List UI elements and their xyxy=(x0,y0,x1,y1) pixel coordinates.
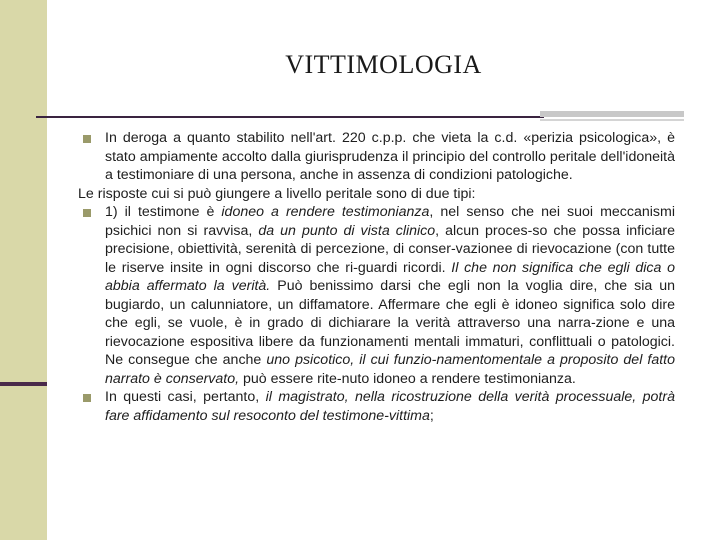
square-bullet-icon xyxy=(83,135,91,143)
slide-title: VITTIMOLOGIA xyxy=(285,50,482,79)
title-underline-accent xyxy=(540,111,684,117)
title-underline xyxy=(36,116,544,118)
italic-run: da un punto di vista clinico xyxy=(258,222,436,239)
text-run: 1) il testimone è xyxy=(105,204,222,220)
text-run: può essere rite-nuto idoneo a rendere testimonianza. xyxy=(239,370,576,387)
left-accent-bar xyxy=(0,0,47,540)
paragraph-text: In deroga a quanto stabilito nell'art. 220 c.p.p. che vieta la c.d. «perizia psicologica», è stato ampiamente accolto dalla giurisprudenza il principio del controllo peritale dell'idoneità a testimoniare di una persona, anche in assenza di condizioni patologiche. xyxy=(105,130,675,183)
italic-run: Il che non significa che egli dica o abbia affermato la verità. xyxy=(105,259,675,294)
square-bullet-icon xyxy=(83,209,91,217)
text-run: , alcun proces-so che possa inficiare precisione, obiettività, serenità di percezione, di conser-vazionee di rievocazione (con tutte le riserve insite in ogni discorso che ri-guardi ricordi. xyxy=(105,222,675,276)
text-run: , nel senso che nei suoi meccanismi psichici non si ravvisa, xyxy=(105,204,675,239)
text-run: ; xyxy=(429,407,434,424)
italic-run: il magistrato, nella ricostruzione della verità processuale, potrà fare affidamento sul resoconto del testimone-vittima xyxy=(105,389,675,424)
square-bullet-icon xyxy=(83,394,91,402)
bullet-paragraph-1 xyxy=(78,129,675,185)
slide-body xyxy=(78,129,675,425)
italic-run: idoneo a rendere testimonianza xyxy=(221,204,430,220)
left-bar-divider xyxy=(0,382,47,386)
text-run: Può benissimo darsi che egli non la voglia dire, che sia un bugiardo, un calunniatore, un diffamatore. Affermare che egli è idoneo significa solo dire che egli, se vuole, è in grado di dichiarare la verità attraverso una narra-zione e una rievocazione espositiva libere da funzionamenti mentali immaturi, conflittuali o patologici. Ne consegue che anche xyxy=(105,278,675,368)
bullet-paragraph-3 xyxy=(78,388,675,425)
plain-paragraph: Le risposte cui si può giungere a livello peritale sono di due tipi: xyxy=(78,185,476,202)
text-run: In questi casi, pertanto, xyxy=(105,389,266,405)
bullet-paragraph-2 xyxy=(78,203,675,388)
italic-run: uno psicotico, il cui funzio-namentomentale a proposito del fatto narrato è conservato, xyxy=(105,352,675,387)
title-underline-accent-thin xyxy=(540,119,684,121)
